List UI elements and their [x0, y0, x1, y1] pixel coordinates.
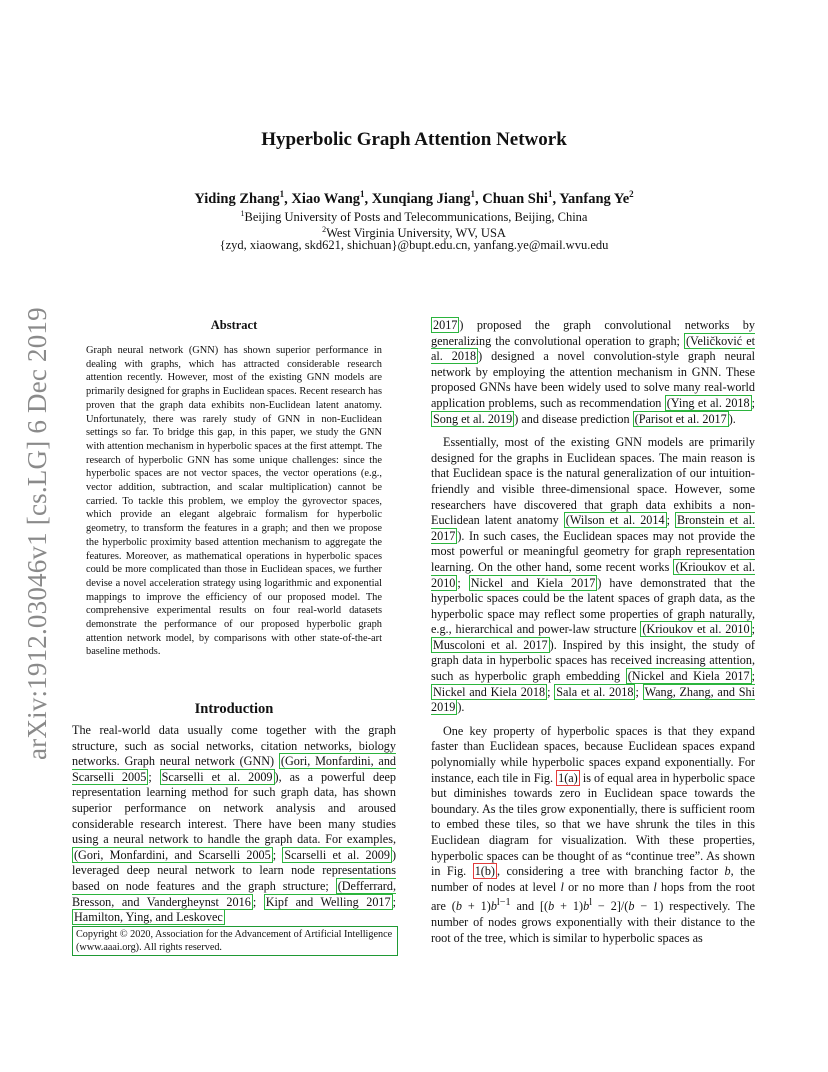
author-affiliation-mark: 2 [629, 189, 634, 199]
arxiv-identifier: arXiv:1912.03046v1 [cs.LG] 6 Dec 2019 [22, 307, 52, 760]
right-column [431, 318, 755, 946]
citation-link[interactable]: (Wilson et al. 2014 [565, 513, 665, 528]
citation-link[interactable]: 2017 [433, 318, 458, 332]
citation-link[interactable]: (Gori, Monfardini, and Scarselli 2005 [74, 847, 271, 862]
author-affiliation-mark: 1 [360, 189, 365, 199]
paragraph-hyperbolic-property: One key property of hyperbolic spaces is that they expand faster than Euclidean spaces, because Euclidean spaces expand polynomially while hyperbolic spaces expand exponentially. For instance, each tile in Fig. 1(a) is of equal area in hyperbolic space but diminishes towards zero in Euclidean space towards the boundary. As the tiles grow exponentially, there is sufficient room to embed these tiles, so that we have shrunk the tiles in this Euclidean diagram for visualization. With these properties, hyperbolic spaces can be thought of as “continue tree”. As shown in Fig. 1(b) , considering a tree with branching factor b, the number of nodes at level l or no more than l hops from the root are $(b + 1)b^{l-1}$ and $[(b + 1)b^l - 2]/(b - 1)$ respectively. The number of nodes grows exponentially with their distance to the root of the tree, which is similar to hyperbolic spaces as [431, 723, 755, 945]
citation-link[interactable]: Kipf and Welling 2017 [265, 894, 391, 909]
introduction-paragraph: The real-world data usually come together with the graph structure, such as social networks, citation networks, biology networks. Graph neural network (GNN) (Gori, Monfardini, and Scarselli 2005 ; Scarselli et al. 2009 ), as a powerful deep representation learning method for such graph data, has shown superior performance on network analysis and aroused considerable research interest. There have been many studies using a neural network to handle the graph data. For examples, (Gori, Monfardini, and Scarselli 2005 ; Scarselli et al. 2009 ) leveraged deep neural network to learn node representations based on node features and the graph structure; (Defferrard, Bresson, and Vandergheynst 2016 ; Kipf and Welling 2017 ; Hamilton, Ying, and Leskovec [72, 723, 397, 925]
author-affiliation-mark: 1 [547, 189, 553, 199]
introduction-heading: Introduction [194, 701, 274, 717]
figure-reference-link[interactable]: 1(b) [474, 864, 495, 879]
citation-link[interactable]: (Veličković et al. 2018 [431, 333, 755, 364]
author-affiliation-mark: 1 [279, 189, 285, 199]
citation-link[interactable]: Nickel and Kiela 2017 [470, 575, 596, 590]
citation-link[interactable]: (Gori, Monfardini, and Scarselli 2005 [72, 754, 397, 784]
author-name: Yiding Zhang [194, 190, 280, 207]
citation-link[interactable]: Song et al. 2019 [433, 411, 513, 426]
author-name: Yanfang Ye [559, 190, 630, 207]
abstract-text: Graph neural network (GNN) has shown superior performance in dealing with graphs, which has attracted considerable research attention recently. However, most of the existing GNN models are primarily designed for graphs in Euclidean spaces. Recent research has proven that the graph data exhibits non-Euclidean latent anatomy. Unfortunately, there was rarely study of GNN in non-Euclidean settings so far. To bridge this gap, in this paper, we study the GNN with attention mechanism in hyperbolic spaces at the first attempt. The research of hyperbolic GNN has some unique challenges: since the hyperbolic spaces are not vector spaces, the vector operations (e.g., vector addition, subtraction, and scalar multiplication) cannot be carried. To tackle this problem, we employ the gyrovector spaces, which provide an elegant algebraic formalism for hyperbolic geometry, to transform the features in a graph; and then we propose the hyperbolic proximity based attention mechanism to aggregate the features. Moreover, as mathematical operations in hyperbolic spaces could be more complicated than those in Euclidean spaces, we further devise a novel acceleration strategy using logarithmic and exponential mappings to improve the efficiency of our proposed model. The comprehensive experimental results on four real-world datasets demonstrate the performance of our proposed hyperbolic graph attention network model, by comparisons with other state-of-the-art baseline methods. [86, 345, 382, 658]
citation-link[interactable]: Wang, Zhang, and Shi 2019 [431, 684, 756, 715]
affiliation-1: $^1$Beijing University of Posts and Telecommunications, Beijing, China [240, 209, 588, 225]
citation-link[interactable]: (Parisot et al. 2017 [634, 411, 727, 426]
paragraph-gnn-applications: 2017 ) proposed the graph convolutional networks by generalizing the convolutional operation to graph; (Veličković et al. 2018 ) designed a novel convolution-style graph neural network by employing the attention mechanism in GNN. These proposed GNNs have been widely used to solve many real-world application problems, such as recommendation (Ying et al. 2018 ; Song et al. 2019 ) and disease prediction (Parisot et al. 2017 ). [431, 318, 755, 426]
citation-link[interactable]: Scarselli et al. 2009 [161, 769, 273, 784]
citation-link[interactable]: Muscoloni et al. 2017 [433, 637, 548, 652]
citation-link[interactable]: (Ying et al. 2018 [666, 395, 750, 410]
paper-title: Hyperbolic Graph Attention Network [261, 129, 567, 150]
author-emails: {zyd, xiaowang, skd621, shichuan}@bupt.edu.cn, yanfang.ye@mail.wvu.edu [219, 238, 609, 252]
author-affiliation-mark: 1 [470, 189, 476, 199]
affiliation-2: $^2$West Virginia University, WV, USA [322, 225, 506, 241]
citation-link[interactable]: Bronstein et al. 2017 [431, 513, 756, 543]
author-name: Chuan Shi [482, 190, 548, 207]
citation-link[interactable]: Sala et al. 2018 [556, 684, 634, 699]
citation-link[interactable]: (Krioukov et al. 2010 [642, 622, 750, 637]
citation-link[interactable]: Nickel and Kiela 2018 [433, 684, 546, 699]
author-list: Yiding Zhang$^1$, Xiao Wang$^1$, Xunqiang Jiang$^1$, Chuan Shi$^1$, Yanfang Ye$^2$ [194, 189, 634, 207]
figure-reference-link[interactable]: 1(a) [558, 770, 578, 785]
copyright-notice[interactable]: Copyright © 2020, Association for the Advancement of Artificial Intelligence (www.aaai.org). All rights reserved. [72, 926, 398, 956]
citation-link[interactable]: (Nickel and Kiela 2017 [627, 669, 750, 684]
abstract-heading: Abstract [210, 318, 258, 332]
paragraph-non-euclidean: Essentially, most of the existing GNN models are primarily designed for the graphs in Euclidean spaces. The main reason is that Euclidean space is the natural generalization of our intuition-friendly and visible three-dimensional space. However, some researchers have discovered that graph data exhibits a non-Euclidean latent anatomy (Wilson et al. 2014 ; Bronstein et al. 2017 ). In such cases, the Euclidean spaces may not provide the most powerful or meaningful geometry for graph representation learning. On the other hand, some recent works (Krioukov et al. 2010 ; Nickel and Kiela 2017 ) have demonstrated that the hyperbolic spaces could be the latent spaces of graph data, as the hyperbolic space may reflect some properties of graph naturally, e.g., hierarchical and power-law structure (Krioukov et al. 2010 ; Muscoloni et al. 2017 ). Inspired by this insight, the study of graph data in hyperbolic spaces has received increasing attention, such as hyperbolic graph embedding (Nickel and Kiela 2017 ; Nickel and Kiela 2018 ; Sala et al. 2018 ; Wang, Zhang, and Shi 2019 ). [431, 435, 756, 715]
citation-link[interactable]: (Krioukov et al. 2010 [431, 559, 755, 590]
citation-link[interactable]: Scarselli et al. 2009 [284, 847, 390, 862]
citation-link[interactable]: (Defferrard, Bresson, and Vandergheynst 2016 [72, 878, 396, 909]
citation-link[interactable]: Hamilton, Ying, and Leskovec [74, 910, 223, 925]
author-name: Xiao Wang [291, 190, 361, 207]
author-name: Xunqiang Jiang [371, 190, 471, 207]
